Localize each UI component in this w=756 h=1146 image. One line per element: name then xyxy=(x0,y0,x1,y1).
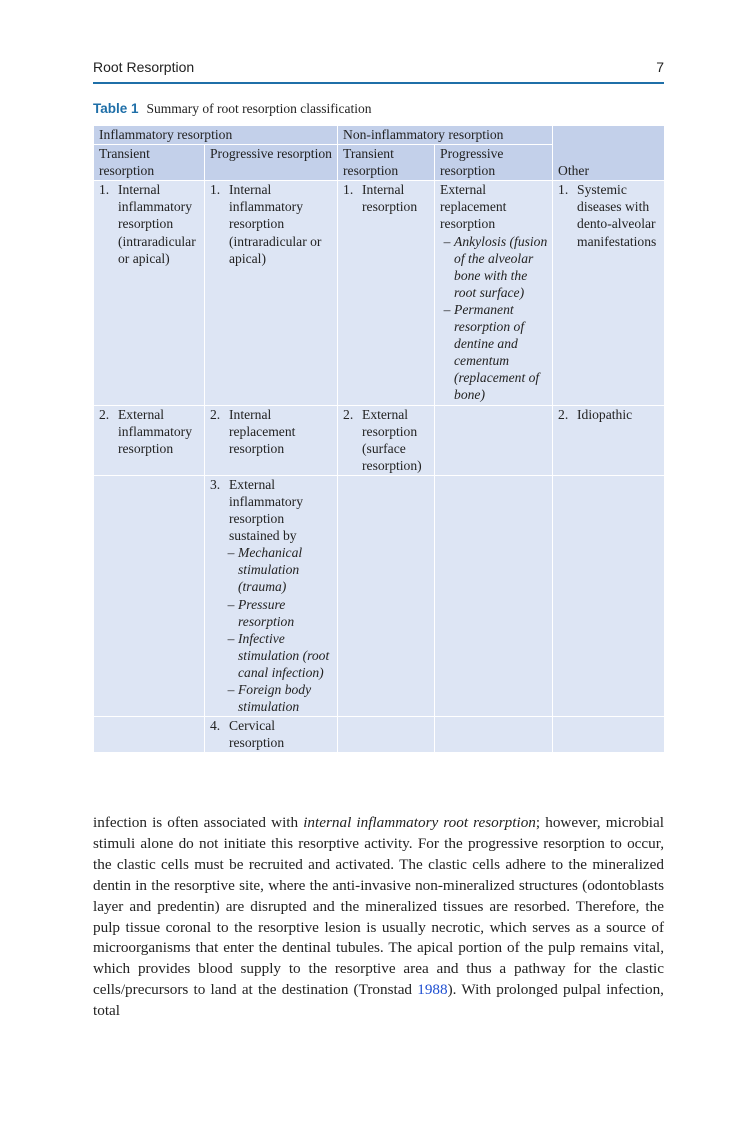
item-text: Internal resorption xyxy=(362,182,418,215)
page-number: 7 xyxy=(656,59,664,75)
item-number: 4. xyxy=(210,718,221,734)
table-row xyxy=(94,475,665,716)
table-cell-empty xyxy=(553,717,665,753)
header-rule xyxy=(93,82,664,84)
item-text: External resorption (surface resorption) xyxy=(362,406,422,473)
item-number: 2. xyxy=(210,406,221,422)
table-cell-empty xyxy=(338,475,435,716)
header-transient-noninflammatory: Transient resorption xyxy=(338,145,435,181)
running-title: Root Resorption xyxy=(93,59,195,75)
table-label: Table 1 xyxy=(93,101,139,116)
body-text: ; however, microbial stimuli alone do not initiate this resorptive activity. For the progressive resorption to occur, the clastic cells must be recruited and activated. The clastic cells adhere to the mineralized dentin in the resorptive site, where the anti-invasive non-mineralized structures (odontoblasts layer and predentin) are disrupted and the mineralized tissues are resorbed. Therefore, the pulp tissue coronal to the resorptive lesion is usually necrotic, which serves as a source of microorganisms that enter the dentinal tubules. The apical portion of the pulp remains vital, which provides blood supply to the resorptive area and thus a pathway for the clastic cells/precursors to land at the destination (Tronstad xyxy=(93,814,664,999)
table-cell xyxy=(338,181,435,405)
table-cell-empty xyxy=(435,405,553,475)
dash-item-text: Infective stimulation (root canal infection) xyxy=(238,630,330,680)
item-number: 2. xyxy=(99,406,110,422)
table-cell-empty xyxy=(553,475,665,716)
table-row xyxy=(94,717,665,753)
citation-link[interactable]: 1988 xyxy=(417,981,448,999)
header-transient-inflammatory: Transient resorption xyxy=(94,145,205,181)
body-paragraph xyxy=(93,813,664,1022)
item-number: 2. xyxy=(343,406,354,422)
item-text: Internal replacement resorption xyxy=(229,406,296,456)
item-text: Cervical resorption xyxy=(229,718,285,751)
table-caption xyxy=(93,101,371,117)
table-cell xyxy=(94,181,205,405)
item-text: Internal inflammatory resorption (intraradicular or apical) xyxy=(229,182,322,266)
dash-item: – Foreign body stimulation xyxy=(224,681,333,715)
table-cell xyxy=(338,405,435,475)
body-text: ). With prolonged pulpal infection, total xyxy=(93,981,664,1020)
body-emphasis: internal inflammatory root resorption xyxy=(303,814,536,831)
body-text: infection is often associated with xyxy=(93,814,304,831)
table-cell xyxy=(205,405,338,475)
dash-item: – Infective stimulation (root canal infection) xyxy=(224,630,333,681)
table-cell-empty xyxy=(94,475,205,716)
item-number: 1. xyxy=(343,182,354,198)
table-cell xyxy=(553,181,665,405)
item-text: External inflammatory resorption xyxy=(118,406,192,456)
dash-item: – Permanent resorption of dentine and cementum (replacement of bone) xyxy=(440,301,548,404)
dash-item-text: Pressure resorption xyxy=(238,596,295,629)
table-row xyxy=(94,181,665,405)
item-number: 1. xyxy=(558,182,569,198)
dash-item: – Ankylosis (fusion of the alveolar bone with the root surface) xyxy=(443,233,548,300)
table-cell xyxy=(205,717,338,753)
table-cell-empty xyxy=(94,717,205,753)
dash-item-text: Ankylosis (fusion of the alveolar bone with the root surface) xyxy=(454,233,548,300)
header-progressive-inflammatory: Progressive resorption xyxy=(205,145,338,181)
table-cell xyxy=(553,405,665,475)
item-text: External replacement resorption xyxy=(440,182,507,232)
dash-item: – Mechanical stimulation (trauma) xyxy=(224,544,333,595)
item-number: 1. xyxy=(210,182,221,198)
classification-table xyxy=(93,125,665,753)
item-number: 2. xyxy=(558,406,569,422)
item-text: Systemic diseases with dento-alveolar manifestations xyxy=(577,182,657,249)
table-cell xyxy=(205,181,338,405)
header-progressive-noninflammatory: Progressive resorption xyxy=(435,145,553,181)
table-cell-empty xyxy=(435,717,553,753)
table-cell xyxy=(435,181,553,405)
item-text: Idiopathic xyxy=(577,406,633,422)
item-number: 3. xyxy=(210,476,221,492)
table-row xyxy=(94,405,665,475)
header-other: Other xyxy=(553,126,665,181)
table-cell xyxy=(94,405,205,475)
dash-item: – Pressure resorption xyxy=(224,596,333,630)
dash-item-text: Foreign body stimulation xyxy=(238,682,312,715)
header-row-groups xyxy=(94,126,665,145)
item-text: External inflammatory resorption sustained by xyxy=(229,476,303,544)
table-caption-text: Summary of root resorption classification xyxy=(146,101,372,116)
table-cell-empty xyxy=(338,717,435,753)
item-text: Internal inflammatory resorption (intraradicular or apical) xyxy=(118,182,196,266)
dash-item-text: Mechanical stimulation (trauma) xyxy=(238,545,303,595)
header-noninflammatory: Non-inflammatory resorption xyxy=(338,126,553,145)
dash-item-text: Permanent resorption of dentine and cementum (replacement of bone) xyxy=(454,301,540,403)
table-cell-empty xyxy=(435,475,553,716)
item-number: 1. xyxy=(99,182,110,198)
table-cell xyxy=(205,475,338,716)
header-inflammatory: Inflammatory resorption xyxy=(94,126,338,145)
